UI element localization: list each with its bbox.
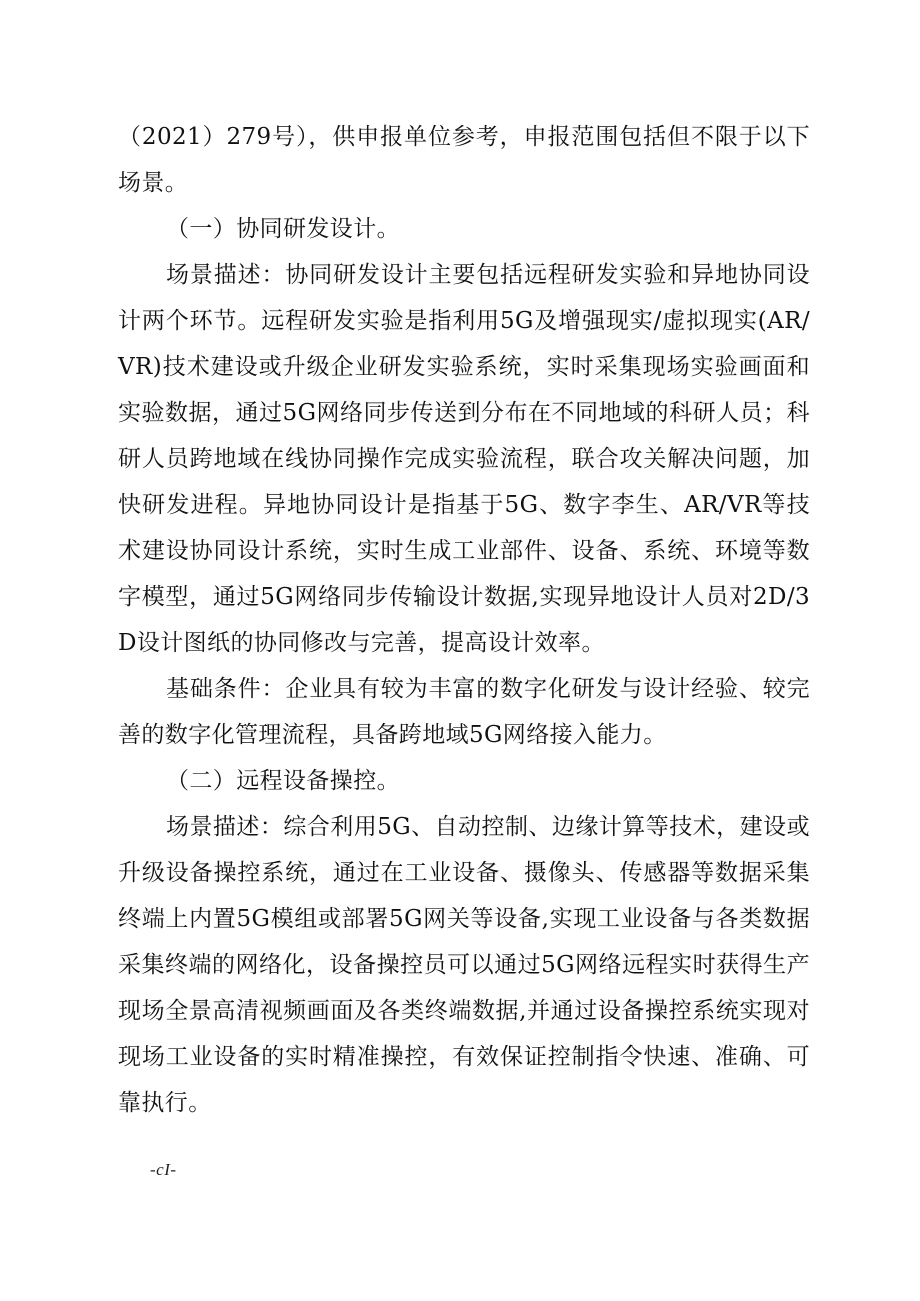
paragraph-intro: （2021）279号），供申报单位参考，申报范围包括但不限于以下场景。 <box>118 124 810 196</box>
section-heading-remote-control: （二）远程设备操控。 <box>166 768 400 794</box>
section-heading-collaborative-rd: （一）协同研发设计。 <box>166 216 400 242</box>
document-body <box>118 114 810 1126</box>
paragraph-scenario-rd: 场景描述：协同研发设计主要包括远程研发实验和异地协同设计两个环节。远程研发实验是指利用5G及增强现实/虚拟现实(AR/VR)技术建设或升级企业研发实验系统，实时采集现场实验画面和实验数据，通过5G网络同步传送到分布在不同地域的科研人员；科研人员跨地域在线协同操作完成实验流程，联合攻关解决问题，加快研发进程。异地协同设计是指基于5G、数字李生、AR/VR等技术建设协同设计系统，实时生成工业部件、设备、系统、环境等数字模型，通过5G网络同步传输设计数据,实现异地设计人员对2D/3D设计图纸的协同修改与完善，提高设计效率。 <box>118 262 810 656</box>
page-number: -cI- <box>150 1160 177 1179</box>
paragraph-conditions-rd: 基础条件：企业具有较为丰富的数字化研发与设计经验、较完善的数字化管理流程，具备跨地域5G网络接入能力。 <box>118 676 810 748</box>
paragraph-scenario-remote: 场景描述：综合利用5G、自动控制、边缘计算等技术，建设或升级设备操控系统，通过在工业设备、摄像头、传感器等数据采集终端上内置5G模组或部署5G网关等设备,实现工业设备与各类数据采集终端的网络化，设备操控员可以通过5G网络远程实时获得生产现场全景高清视频画面及各类终端数据,并通过设备操控系统实现对现场工业设备的实时精准操控，有效保证控制指令快速、准确、可靠执行。 <box>118 814 810 1116</box>
